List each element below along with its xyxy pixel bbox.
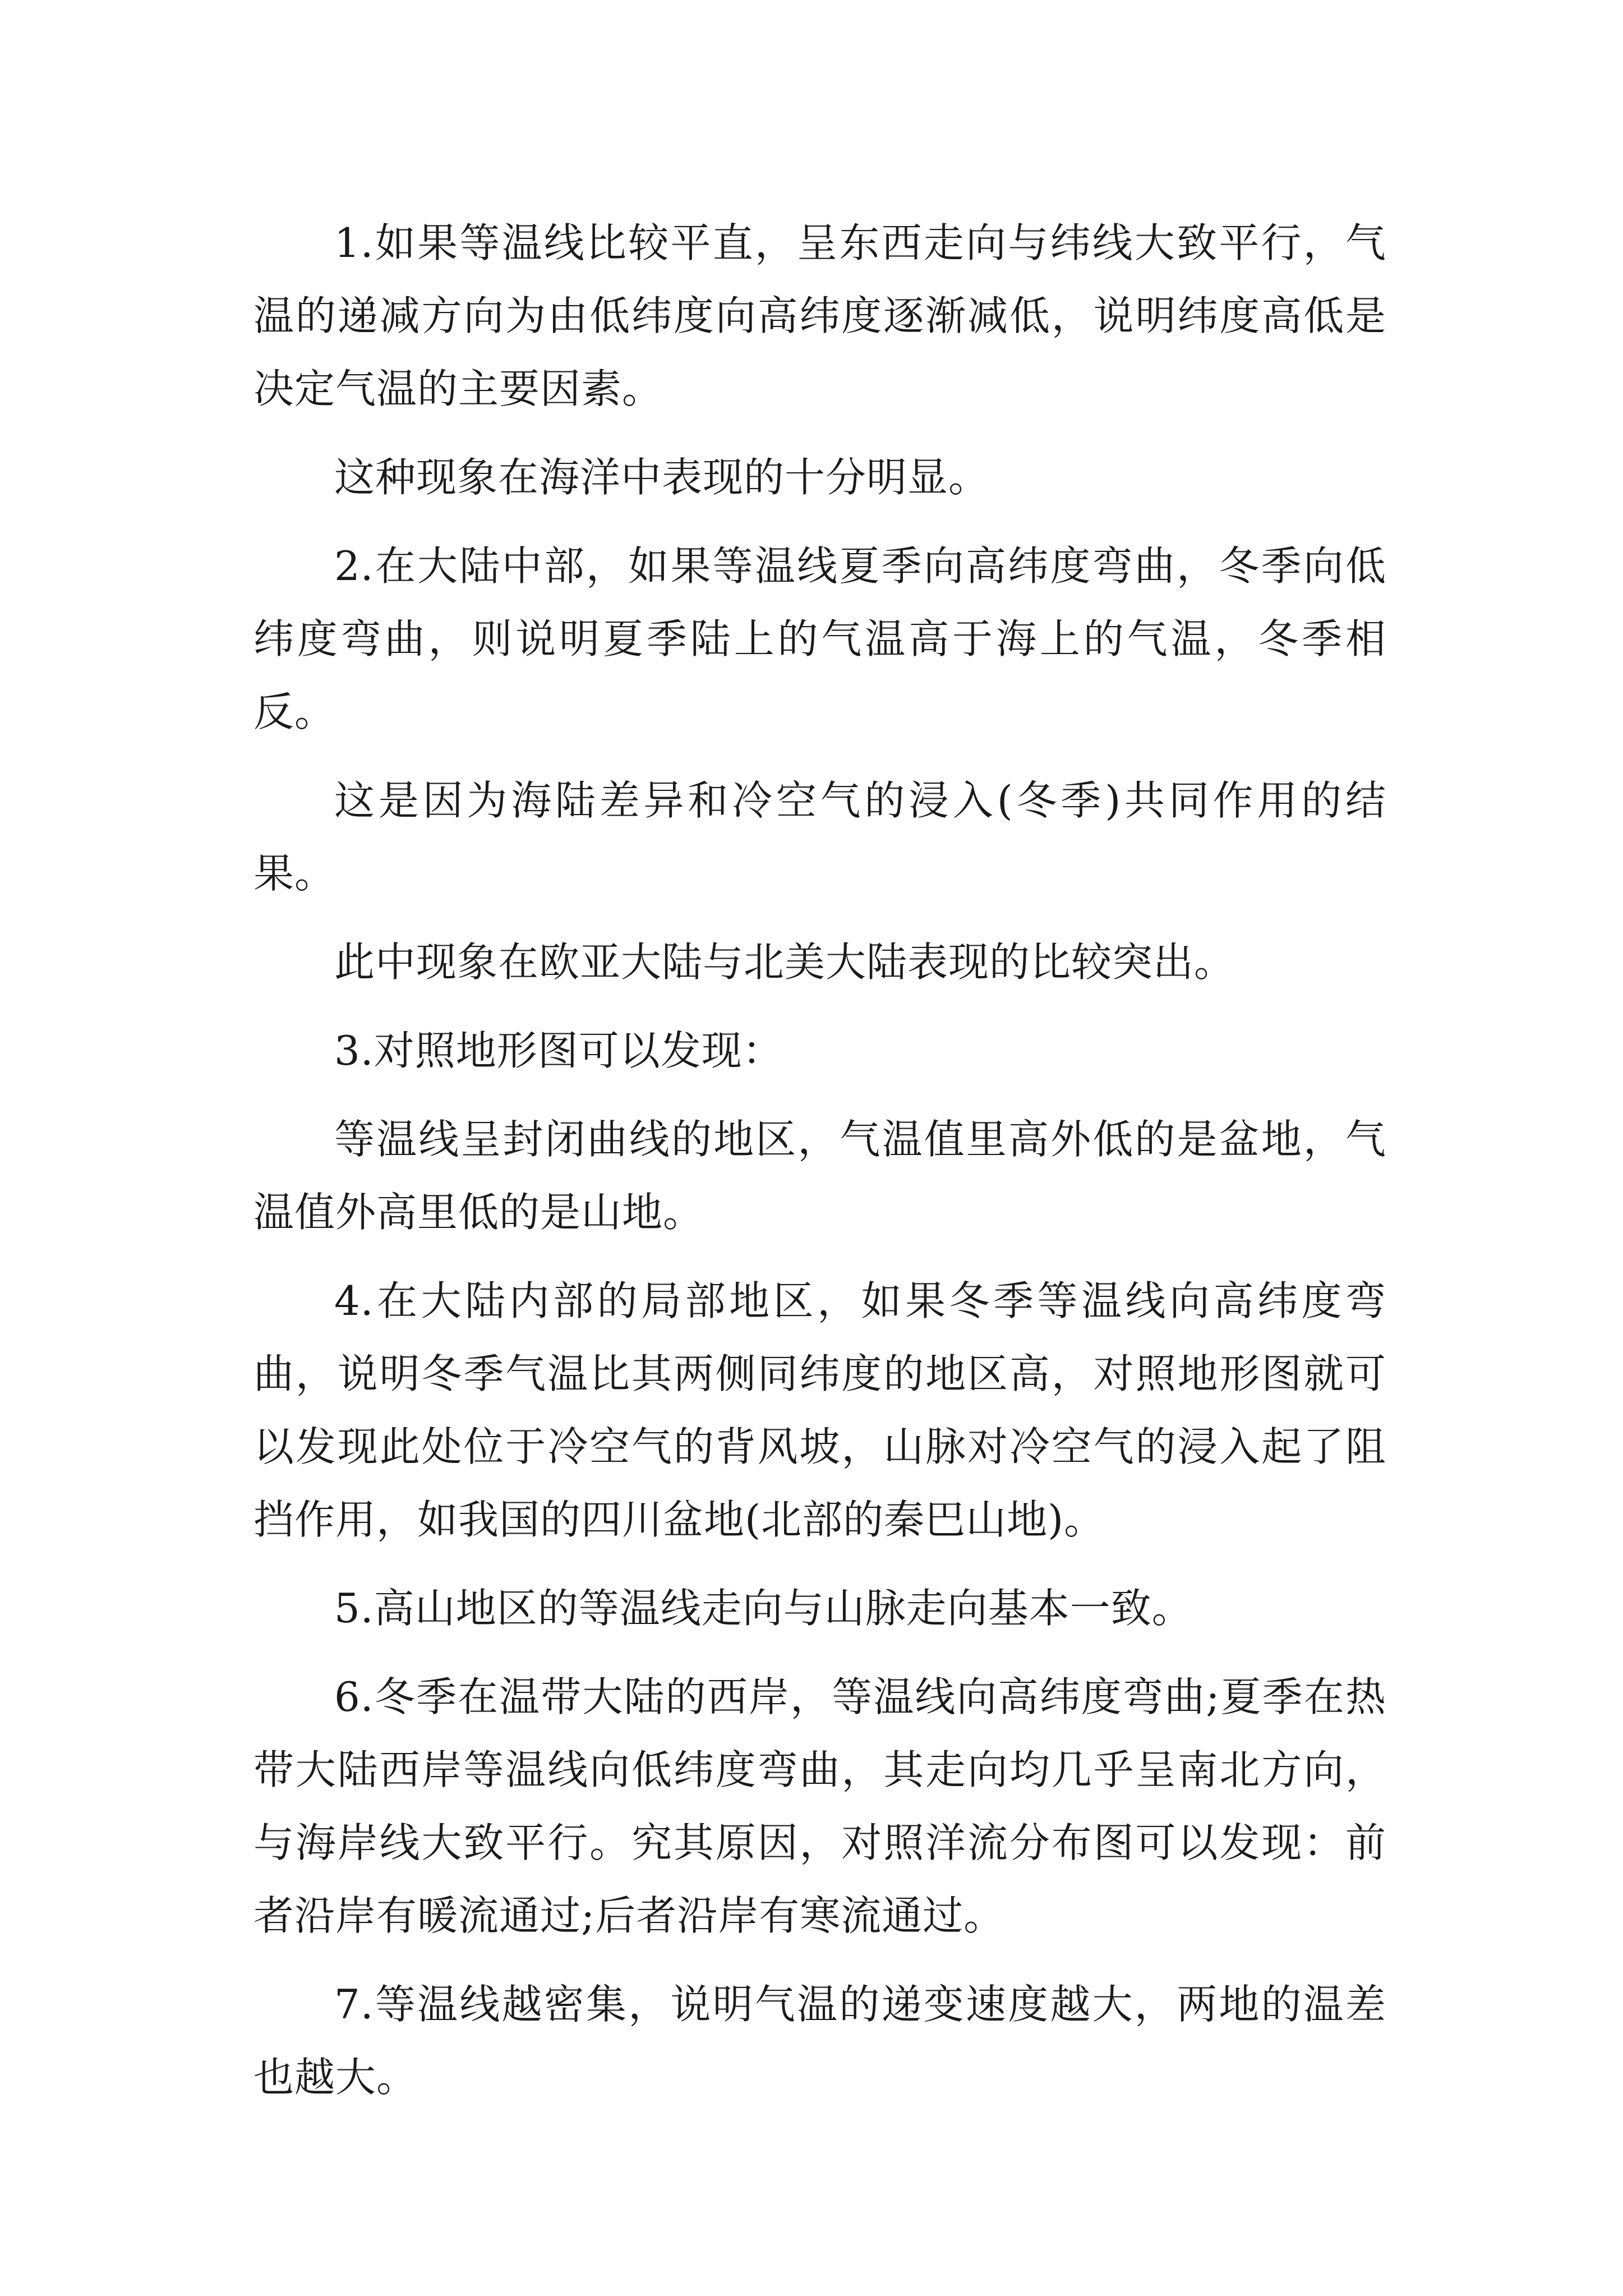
paragraph-3: 2.在大陆中部，如果等温线夏季向高纬度弯曲，冬季向低纬度弯曲，则说明夏季陆上的气温高于海上的气温，冬季相反。 (253, 542, 1386, 735)
paragraph-7: 等温线呈封闭曲线的地区，气温值里高外低的是盆地，气温值外高里低的是山地。 (253, 1116, 1386, 1236)
document-body (253, 206, 1386, 2129)
paragraph-6: 3.对照地形图可以发现： (334, 1027, 783, 1074)
paragraph-2: 这种现象在海洋中表现的十分明显。 (334, 454, 990, 501)
paragraph-10: 6.冬季在温带大陆的西岸，等温线向高纬度弯曲;夏季在热带大陆西岸等温线向低纬度弯曲，其走向均几乎呈南北方向，与海岸线大致平行。究其原因，对照洋流分布图可以发现：前者沿岸有暖流通过;后者沿岸有寒流通过。 (253, 1673, 1386, 1939)
paragraph-11: 7.等温线越密集，说明气温的递变速度越大，两地的温差也越大。 (253, 1981, 1386, 2101)
paragraph-9: 5.高山地区的等温线走向与山脉走向基本一致。 (334, 1585, 1193, 1632)
paragraph-5: 此中现象在欧亚大陆与北美大陆表现的比较突出。 (334, 938, 1235, 986)
paragraph-4: 这是因为海陆差异和冷空气的浸入(冬季)共同作用的结果。 (253, 777, 1386, 897)
paragraph-1: 1.如果等温线比较平直，呈东西走向与纬线大致平行，气温的递减方向为由低纬度向高纬度逐渐减低，说明纬度高低是决定气温的主要因素。 (253, 219, 1386, 412)
paragraph-8: 4.在大陆内部的局部地区，如果冬季等温线向高纬度弯曲，说明冬季气温比其两侧同纬度的地区高，对照地形图就可以发现此处位于冷空气的背风坡，山脉对冷空气的浸入起了阻挡作用，如我国的四川盆地(北部的秦巴山地)。 (253, 1277, 1386, 1543)
